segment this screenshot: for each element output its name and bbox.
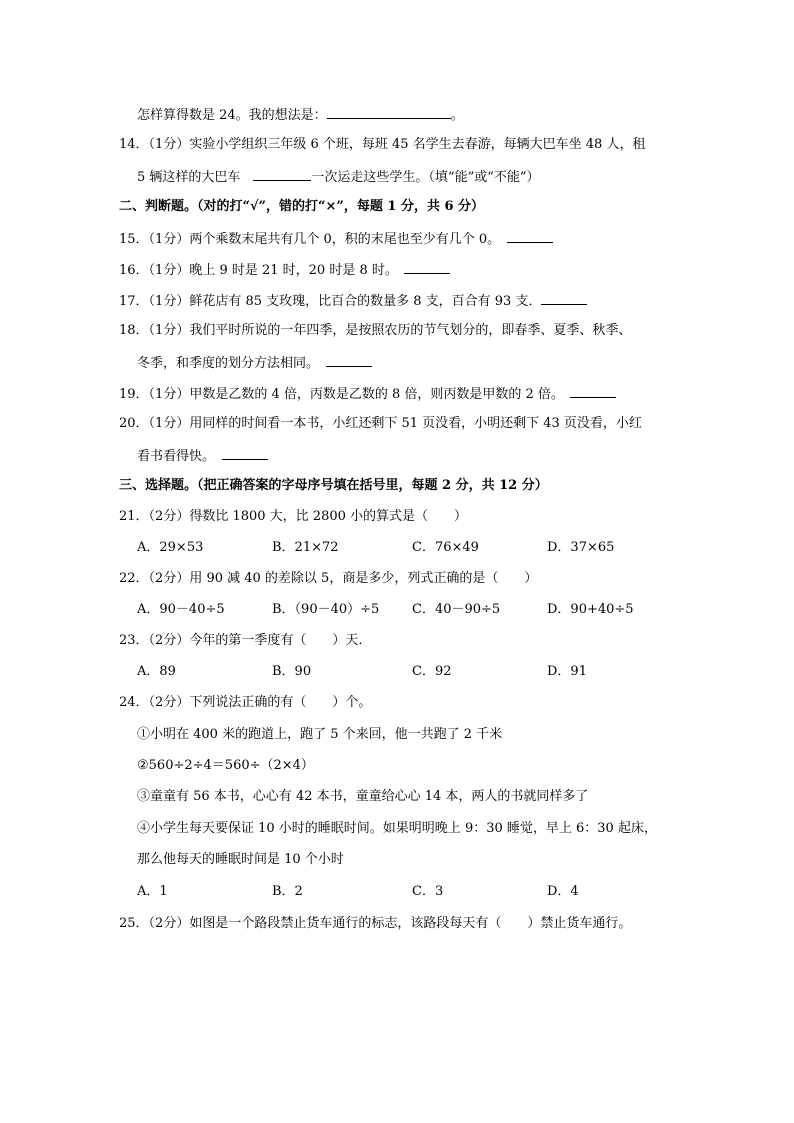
q24-statement-3: ③童童有 56 本书，心心有 42 本书，童童给心心 14 本，两人的书就同样多了 <box>137 789 589 804</box>
answer-blank[interactable] <box>404 261 450 274</box>
option-c[interactable]: C．76×49 <box>412 540 479 555</box>
option-c[interactable]: C．3 <box>412 884 444 899</box>
q25: 25．（2分）如图是一个路段禁止货车通行的标志，该路段每天有（ ）禁止货车通行。 <box>119 916 632 931</box>
option-c[interactable]: C．40－90÷5 <box>412 602 501 617</box>
answer-blank[interactable] <box>326 354 372 367</box>
q15 <box>119 230 553 248</box>
section-3-heading: 三、选择题。（把正确答案的字母序号填在括号里，每题 2 分，共 12 分） <box>119 478 548 493</box>
q14-text-b: 一次运走这些学生。（填“能”或“不能”） <box>311 170 540 185</box>
answer-blank[interactable] <box>222 447 268 460</box>
option-b[interactable]: B．2 <box>272 884 303 899</box>
option-b[interactable]: B．90 <box>272 664 312 679</box>
q22: 22．（2分）用 90 减 40 的差除以 5，商是多少，列式正确的是（ ） <box>119 571 538 586</box>
q22-options <box>137 602 657 618</box>
q13-period: 。 <box>450 108 464 123</box>
answer-blank[interactable] <box>570 385 616 398</box>
q23: 23．（2分）今年的第一季度有（ ）天． <box>119 633 372 648</box>
q19 <box>119 385 616 403</box>
answer-blank[interactable] <box>541 292 587 305</box>
q24: 24．（2分）下列说法正确的有（ ）个。 <box>119 695 372 710</box>
q16 <box>119 261 450 279</box>
option-c[interactable]: C．92 <box>412 664 452 679</box>
option-d[interactable]: D．91 <box>547 664 587 679</box>
q20-line1: 20．（1分）用同样的时间看一本书，小红还剩下 51 页没看，小明还剩下 43 页没看，小红 <box>119 416 642 431</box>
q18-line1: 18．（1分）我们平时所说的一年四季，是按照农历的节气划分的，即春季、夏季、秋季、 <box>119 323 632 338</box>
answer-blank[interactable] <box>253 168 311 181</box>
q13-text: 怎样算得数是 24。我的想法是： <box>137 108 327 123</box>
option-a[interactable]: A．90－40÷5 <box>137 602 225 617</box>
option-a[interactable]: A．89 <box>137 664 176 679</box>
section-2-heading: 二、判断题。（对的打“√”，错的打“×”，每题 1 分，共 6 分） <box>119 199 485 214</box>
q24-statement-1: ①小明在 400 米的跑道上，跑了 5 个来回，他一共跑了 2 千米 <box>137 727 503 742</box>
q15-text: 15．（1分）两个乘数末尾共有几个 0，积的末尾也至少有几个 0。 <box>119 232 494 247</box>
q16-text: 16．（1分）晚上 9 时是 21 时，20 时是 8 时。 <box>119 263 392 278</box>
q23-options <box>137 664 657 680</box>
q21: 21．（2分）得数比 1800 大，比 2800 小的算式是（ ） <box>119 509 468 524</box>
q24-statement-4-line1: ④小学生每天要保证 10 小时的睡眠时间。如果明明晚上 9：30 睡觉，早上 6：30 起床， <box>137 821 657 836</box>
q19-text: 19．（1分）甲数是乙数的 4 倍，丙数是乙数的 8 倍，则丙数是甲数的 2 倍。 <box>119 387 558 402</box>
answer-blank[interactable] <box>507 230 553 243</box>
q18-line2 <box>137 354 372 372</box>
q14-line2 <box>137 168 540 186</box>
option-a[interactable]: A．1 <box>137 884 168 899</box>
q20-line2 <box>137 447 268 465</box>
q24-options <box>137 884 657 900</box>
line-q13-end <box>137 106 464 124</box>
q18-text: 冬季，和季度的划分方法相同。 <box>137 356 313 371</box>
option-a[interactable]: A．29×53 <box>137 540 204 555</box>
q24-statement-4-line2: 那么他每天的睡眠时间是 10 个小时 <box>137 852 344 867</box>
option-b[interactable]: B．（90－40）÷5 <box>272 602 380 617</box>
q21-options <box>137 540 657 556</box>
q14-line1: 14．（1分）实验小学组织三年级 6 个班，每班 45 名学生去春游，每辆大巴车坐 48 人，租 <box>119 137 646 152</box>
q24-statement-2: ②560÷2÷4＝560÷（2×4） <box>137 758 314 773</box>
option-d[interactable]: D．90+40÷5 <box>547 602 634 617</box>
q17 <box>119 292 587 310</box>
option-d[interactable]: D．4 <box>547 884 579 899</box>
answer-blank[interactable] <box>327 106 451 119</box>
q17-text: 17．（1分）鲜花店有 85 支玫瑰，比百合的数量多 8 支，百合有 93 支． <box>119 294 542 309</box>
option-b[interactable]: B．21×72 <box>272 540 339 555</box>
q20-text: 看书看得快。 <box>137 449 209 464</box>
q14-text-a: 5 辆这样的大巴车 <box>137 170 241 185</box>
option-d[interactable]: D．37×65 <box>547 540 615 555</box>
